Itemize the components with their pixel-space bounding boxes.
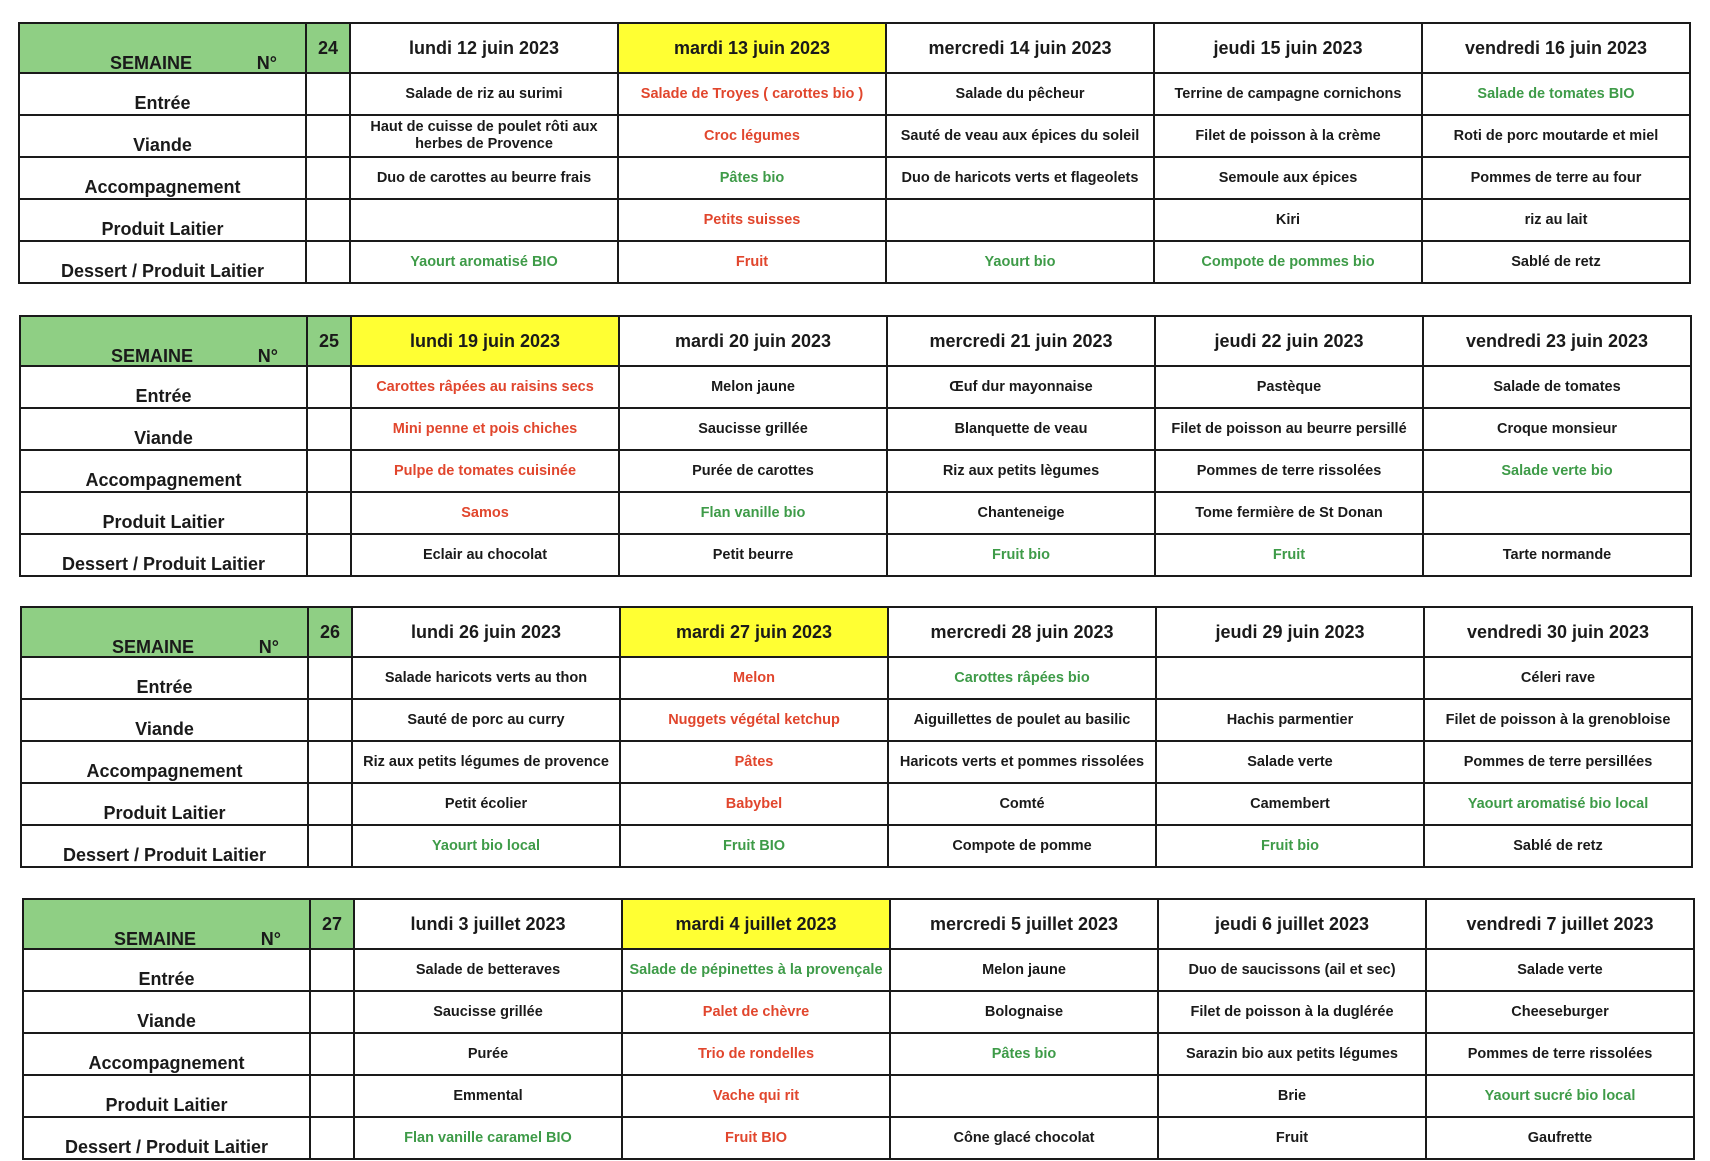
meal-row xyxy=(20,534,1691,576)
numero-label: N° xyxy=(257,346,278,366)
meal-row xyxy=(19,73,1690,115)
menu-item: Pâtes bio xyxy=(618,157,886,199)
menu-item: Comté xyxy=(888,783,1156,825)
menu-item: Yaourt bio local xyxy=(352,825,620,867)
menu-item: Salade de betteraves xyxy=(354,949,622,991)
day-header: mercredi 21 juin 2023 xyxy=(887,316,1155,366)
menu-item: Camembert xyxy=(1156,783,1424,825)
day-header: mercredi 28 juin 2023 xyxy=(888,607,1156,657)
meal-row xyxy=(23,1117,1694,1159)
menu-item: Samos xyxy=(351,492,619,534)
menu-item: Salade verte xyxy=(1426,949,1694,991)
menu-item: Sarazin bio aux petits légumes xyxy=(1158,1033,1426,1075)
menu-item: Eclair au chocolat xyxy=(351,534,619,576)
week-number: 25 xyxy=(307,316,351,366)
category-label: Produit Laitier xyxy=(20,492,307,534)
week-label xyxy=(20,316,307,366)
menu-item: Haut de cuisse de poulet rôti aux herbes de Provence xyxy=(350,115,618,157)
menu-item: Croc légumes xyxy=(618,115,886,157)
menu-item: Nuggets végétal ketchup xyxy=(620,699,888,741)
week-number-spacer xyxy=(307,408,351,450)
week-number-spacer xyxy=(308,657,352,699)
menu-item: Compote de pomme xyxy=(888,825,1156,867)
day-header: lundi 19 juin 2023 xyxy=(351,316,619,366)
day-header: mardi 13 juin 2023 xyxy=(618,23,886,73)
week-number-spacer xyxy=(307,450,351,492)
menu-item: Salade de tomates BIO xyxy=(1422,73,1690,115)
category-label: Viande xyxy=(19,115,306,157)
menu-item: Salade verte bio xyxy=(1423,450,1691,492)
category-label: Produit Laitier xyxy=(23,1075,310,1117)
menu-item: Melon jaune xyxy=(890,949,1158,991)
meal-row xyxy=(20,492,1691,534)
week-label xyxy=(19,23,306,73)
category-label: Accompagnement xyxy=(20,450,307,492)
numero-label: N° xyxy=(256,53,277,73)
menu-item: Céleri rave xyxy=(1424,657,1692,699)
week-table xyxy=(18,22,1691,284)
week-number-spacer xyxy=(310,1075,354,1117)
menu-item: Pommes de terre rissolées xyxy=(1155,450,1423,492)
menu-item: Roti de porc moutarde et miel xyxy=(1422,115,1690,157)
meal-row xyxy=(23,949,1694,991)
meal-row xyxy=(19,241,1690,283)
menu-item: Cheeseburger xyxy=(1426,991,1694,1033)
menu-item: Fruit bio xyxy=(1156,825,1424,867)
menu-item: Bolognaise xyxy=(890,991,1158,1033)
week-number-spacer xyxy=(308,783,352,825)
day-header: jeudi 22 juin 2023 xyxy=(1155,316,1423,366)
menu-item: Salade verte xyxy=(1156,741,1424,783)
category-label: Entrée xyxy=(21,657,308,699)
semaine-label: SEMAINE xyxy=(110,53,193,73)
meal-row xyxy=(19,157,1690,199)
menu-item: Pulpe de tomates cuisinée xyxy=(351,450,619,492)
menu-item: Mini penne et pois chiches xyxy=(351,408,619,450)
menu-item: Flan vanille caramel BIO xyxy=(354,1117,622,1159)
semaine-label: SEMAINE xyxy=(112,637,195,657)
menu-item: Sauté de porc au curry xyxy=(352,699,620,741)
menu-item: Sablé de retz xyxy=(1424,825,1692,867)
day-header: vendredi 30 juin 2023 xyxy=(1424,607,1692,657)
menu-item: Riz aux petits lègumes xyxy=(887,450,1155,492)
meal-row xyxy=(21,825,1692,867)
week-number-spacer xyxy=(310,949,354,991)
menu-item xyxy=(1423,492,1691,534)
category-label: Viande xyxy=(20,408,307,450)
day-header: jeudi 15 juin 2023 xyxy=(1154,23,1422,73)
day-header: mercredi 14 juin 2023 xyxy=(886,23,1154,73)
menu-item: Emmental xyxy=(354,1075,622,1117)
numero-label: N° xyxy=(258,637,279,657)
menu-item xyxy=(890,1075,1158,1117)
category-label: Entrée xyxy=(23,949,310,991)
day-header: lundi 26 juin 2023 xyxy=(352,607,620,657)
meal-row xyxy=(23,1075,1694,1117)
menu-item: Yaourt aromatisé bio local xyxy=(1424,783,1692,825)
menu-item: Purée de carottes xyxy=(619,450,887,492)
week-number-spacer xyxy=(310,991,354,1033)
week-number-spacer xyxy=(306,73,350,115)
category-label: Entrée xyxy=(19,73,306,115)
menu-item: Filet de poisson à la duglérée xyxy=(1158,991,1426,1033)
menu-item: Terrine de campagne cornichons xyxy=(1154,73,1422,115)
menu-item: Haricots verts et pommes rissolées xyxy=(888,741,1156,783)
menu-item: Aiguillettes de poulet au basilic xyxy=(888,699,1156,741)
category-label: Dessert / Produit Laitier xyxy=(21,825,308,867)
category-label: Dessert / Produit Laitier xyxy=(20,534,307,576)
menu-item: Melon jaune xyxy=(619,366,887,408)
day-header: mardi 27 juin 2023 xyxy=(620,607,888,657)
week-number-spacer xyxy=(310,1033,354,1075)
menu-item: Gaufrette xyxy=(1426,1117,1694,1159)
menu-item: Palet de chèvre xyxy=(622,991,890,1033)
menu-item: Chanteneige xyxy=(887,492,1155,534)
menu-item: Tarte normande xyxy=(1423,534,1691,576)
menu-item: Babybel xyxy=(620,783,888,825)
menu-item: Pâtes xyxy=(620,741,888,783)
menu-item xyxy=(886,199,1154,241)
menu-item: Brie xyxy=(1158,1075,1426,1117)
menu-item: Purée xyxy=(354,1033,622,1075)
menu-item: Fruit xyxy=(618,241,886,283)
meal-row xyxy=(20,408,1691,450)
day-header: jeudi 6 juillet 2023 xyxy=(1158,899,1426,949)
meal-row xyxy=(21,783,1692,825)
week-number-spacer xyxy=(308,825,352,867)
menu-item: Pommes de terre rissolées xyxy=(1426,1033,1694,1075)
menu-item: Flan vanille bio xyxy=(619,492,887,534)
menu-item: Salade haricots verts au thon xyxy=(352,657,620,699)
week-table xyxy=(19,315,1692,577)
menu-item: Pastèque xyxy=(1155,366,1423,408)
day-header: mercredi 5 juillet 2023 xyxy=(890,899,1158,949)
category-label: Accompagnement xyxy=(21,741,308,783)
menu-item: Yaourt aromatisé BIO xyxy=(350,241,618,283)
menu-item: Duo de saucissons (ail et sec) xyxy=(1158,949,1426,991)
menu-item: Filet de poisson au beurre persillé xyxy=(1155,408,1423,450)
menu-item: Melon xyxy=(620,657,888,699)
menu-item: Sauté de veau aux épices du soleil xyxy=(886,115,1154,157)
menu-item: Carottes râpées au raisins secs xyxy=(351,366,619,408)
category-label: Produit Laitier xyxy=(21,783,308,825)
menu-item: Duo de carottes au beurre frais xyxy=(350,157,618,199)
menu-item xyxy=(1156,657,1424,699)
day-header: lundi 12 juin 2023 xyxy=(350,23,618,73)
menu-item: Kiri xyxy=(1154,199,1422,241)
menu-item xyxy=(350,199,618,241)
category-label: Accompagnement xyxy=(23,1033,310,1075)
week-number-spacer xyxy=(307,492,351,534)
week-number-spacer xyxy=(306,157,350,199)
week-number-spacer xyxy=(308,741,352,783)
menu-item: Fruit BIO xyxy=(620,825,888,867)
menu-item: Saucisse grillée xyxy=(354,991,622,1033)
week-label xyxy=(23,899,310,949)
menu-item: Salade de tomates xyxy=(1423,366,1691,408)
menu-item: Vache qui rit xyxy=(622,1075,890,1117)
week-table xyxy=(22,898,1695,1160)
menu-item: Filet de poisson à la grenobloise xyxy=(1424,699,1692,741)
week-number-spacer xyxy=(306,115,350,157)
menu-item: Tome fermière de St Donan xyxy=(1155,492,1423,534)
category-label: Accompagnement xyxy=(19,157,306,199)
menu-item: Trio de rondelles xyxy=(622,1033,890,1075)
week-number-spacer xyxy=(306,199,350,241)
menu-item: Yaourt bio xyxy=(886,241,1154,283)
meal-row xyxy=(19,199,1690,241)
meal-row xyxy=(19,115,1690,157)
menu-item: Duo de haricots verts et flageolets xyxy=(886,157,1154,199)
menu-item: Salade de riz au surimi xyxy=(350,73,618,115)
menu-item: Salade de pépinettes à la provençale xyxy=(622,949,890,991)
meal-row xyxy=(21,741,1692,783)
week-number-spacer xyxy=(308,699,352,741)
week-number-spacer xyxy=(307,366,351,408)
menu-item: Hachis parmentier xyxy=(1156,699,1424,741)
menu-item: Fruit xyxy=(1158,1117,1426,1159)
week-label xyxy=(21,607,308,657)
meal-row xyxy=(20,450,1691,492)
menu-item: Blanquette de veau xyxy=(887,408,1155,450)
category-label: Entrée xyxy=(20,366,307,408)
day-header: vendredi 7 juillet 2023 xyxy=(1426,899,1694,949)
meal-row xyxy=(20,366,1691,408)
meal-row xyxy=(23,1033,1694,1075)
menu-item: Petits suisses xyxy=(618,199,886,241)
menu-item: Pommes de terre persillées xyxy=(1424,741,1692,783)
day-header: vendredi 23 juin 2023 xyxy=(1423,316,1691,366)
day-header: mardi 20 juin 2023 xyxy=(619,316,887,366)
meal-row xyxy=(21,657,1692,699)
menu-item: Yaourt sucré bio local xyxy=(1426,1075,1694,1117)
menu-item: riz au lait xyxy=(1422,199,1690,241)
week-number: 24 xyxy=(306,23,350,73)
menu-item: Salade du pêcheur xyxy=(886,73,1154,115)
week-number-spacer xyxy=(307,534,351,576)
category-label: Dessert / Produit Laitier xyxy=(23,1117,310,1159)
menu-item: Petit écolier xyxy=(352,783,620,825)
menu-item: Croque monsieur xyxy=(1423,408,1691,450)
category-label: Dessert / Produit Laitier xyxy=(19,241,306,283)
menu-item: Saucisse grillée xyxy=(619,408,887,450)
day-header: lundi 3 juillet 2023 xyxy=(354,899,622,949)
menu-item: Cône glacé chocolat xyxy=(890,1117,1158,1159)
menu-item: Sablé de retz xyxy=(1422,241,1690,283)
menu-item: Pâtes bio xyxy=(890,1033,1158,1075)
menu-item: Semoule aux épices xyxy=(1154,157,1422,199)
menu-item: Salade de Troyes ( carottes bio ) xyxy=(618,73,886,115)
menu-item: Petit beurre xyxy=(619,534,887,576)
meal-row xyxy=(21,699,1692,741)
week-number: 26 xyxy=(308,607,352,657)
menu-item: Fruit bio xyxy=(887,534,1155,576)
semaine-label: SEMAINE xyxy=(114,929,197,949)
category-label: Viande xyxy=(23,991,310,1033)
menu-item: Carottes râpées bio xyxy=(888,657,1156,699)
week-number-spacer xyxy=(310,1117,354,1159)
day-header: jeudi 29 juin 2023 xyxy=(1156,607,1424,657)
day-header: vendredi 16 juin 2023 xyxy=(1422,23,1690,73)
week-number: 27 xyxy=(310,899,354,949)
menu-item: Compote de pommes bio xyxy=(1154,241,1422,283)
menu-item: Fruit BIO xyxy=(622,1117,890,1159)
numero-label: N° xyxy=(260,929,281,949)
menu-item: Fruit xyxy=(1155,534,1423,576)
menu-item: Œuf dur mayonnaise xyxy=(887,366,1155,408)
menu-item: Riz aux petits légumes de provence xyxy=(352,741,620,783)
week-table xyxy=(20,606,1693,868)
menu-item: Filet de poisson à la crème xyxy=(1154,115,1422,157)
week-number-spacer xyxy=(306,241,350,283)
meal-row xyxy=(23,991,1694,1033)
category-label: Viande xyxy=(21,699,308,741)
day-header: mardi 4 juillet 2023 xyxy=(622,899,890,949)
category-label: Produit Laitier xyxy=(19,199,306,241)
semaine-label: SEMAINE xyxy=(111,346,194,366)
menu-item: Pommes de terre au four xyxy=(1422,157,1690,199)
